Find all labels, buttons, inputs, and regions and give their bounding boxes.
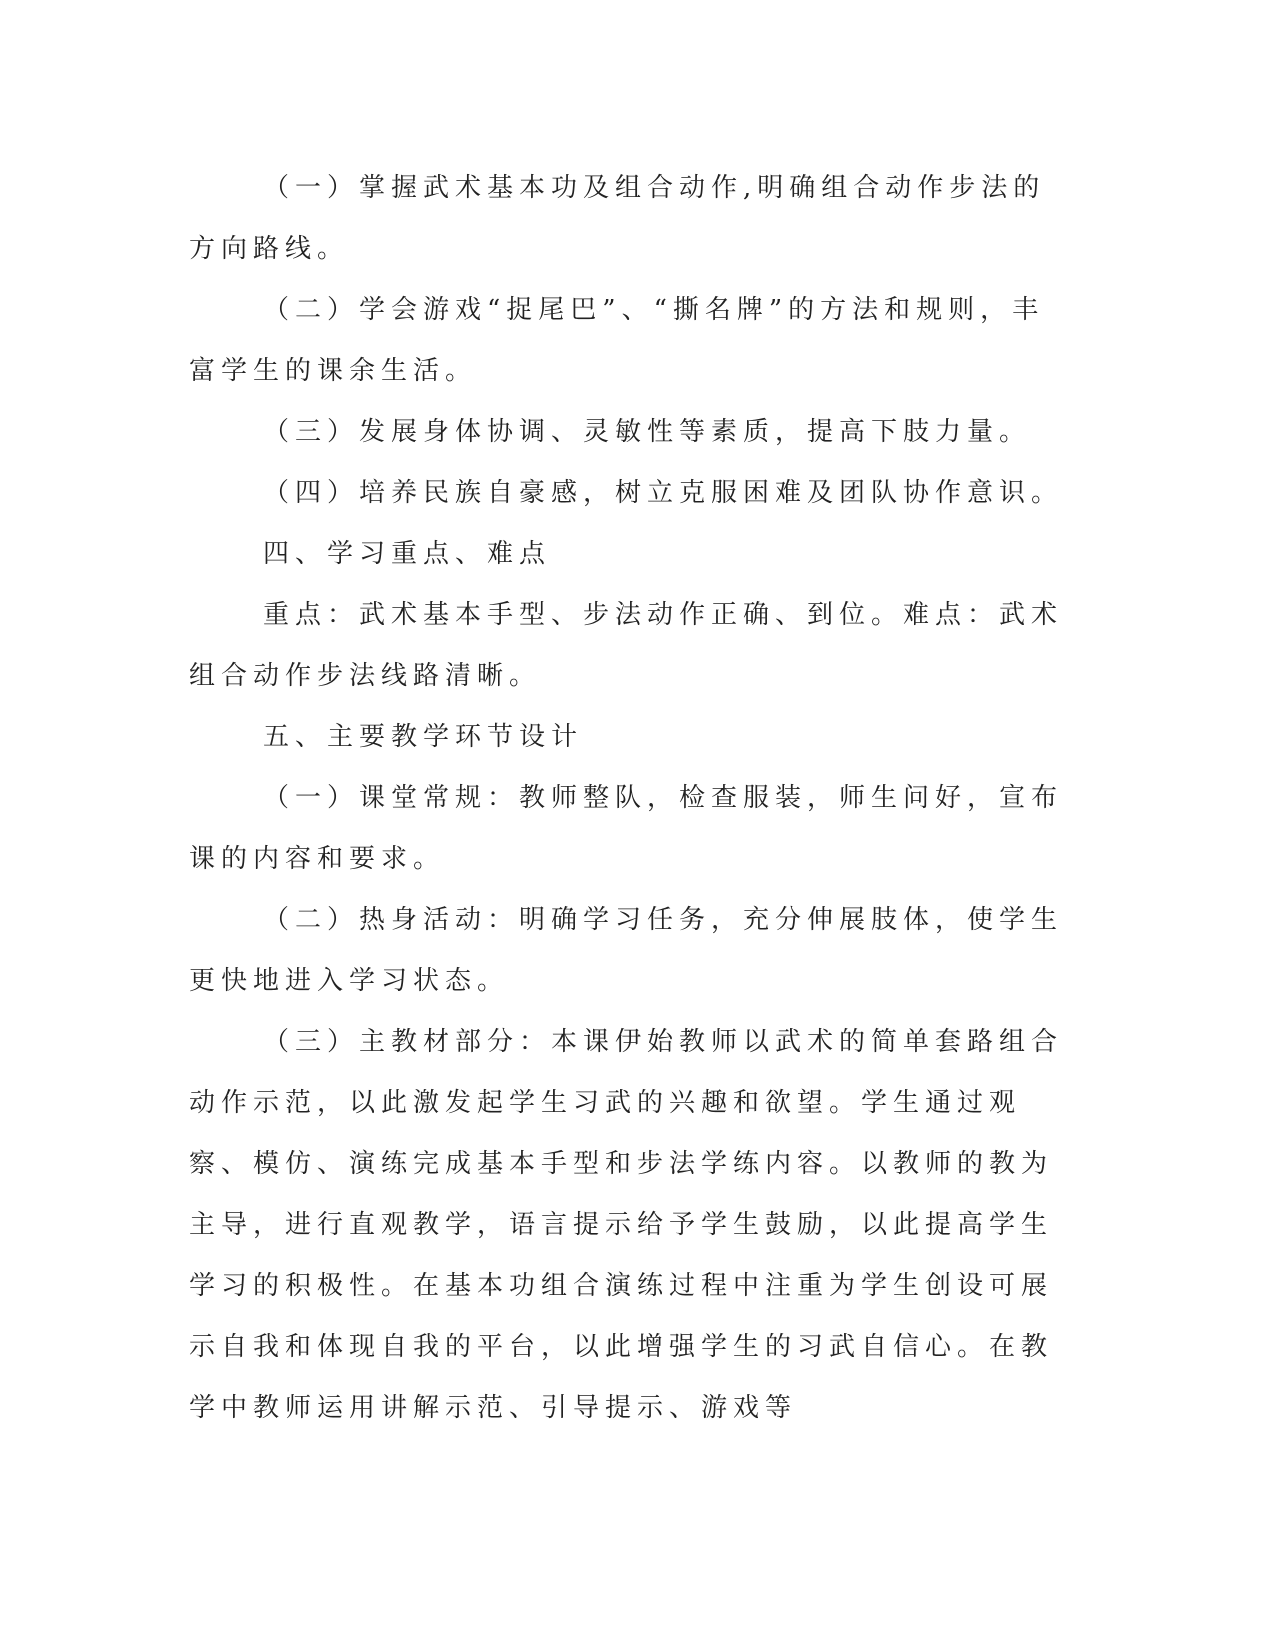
section-heading-teaching-design: 五、主要教学环节设计 (263, 722, 584, 752)
objective-paragraph-4: （四）培养民族自豪感，树立克服困难及团队协作意识。 (263, 478, 1064, 508)
key-points-paragraph: 重点：武术基本手型、步法动作正确、到位。难点：武术组合动作步法线路清晰。 (189, 600, 1064, 691)
teaching-step-paragraph-2: （二）热身活动：明确学习任务，充分伸展肢体，使学生更快地进入学习状态。 (189, 905, 1064, 996)
section-heading-key-points: 四、学习重点、难点 (263, 539, 552, 569)
objective-paragraph-2: （二）学会游戏“捉尾巴”、“撕名牌”的方法和规则，丰富学生的课余生活。 (189, 295, 1045, 386)
objective-paragraph-3: （三）发展身体协调、灵敏性等素质，提高下肢力量。 (263, 417, 1032, 447)
teaching-step-paragraph-3: （三）主教材部分：本课伊始教师以武术的简单套路组合动作示范，以此激发起学生习武的兴趣和欲望。学生通过观察、模仿、演练完成基本手型和步法学练内容。以教师的教为主导，进行直观教学，语言提示给予学生鼓励，以此提高学生学习的积极性。在基本功组合演练过程中注重为学生创设可展示自我和体现自我的平台，以此增强学生的习武自信心。在教学中教师运用讲解示范、引导提示、游戏等 (189, 1027, 1064, 1423)
document-body (189, 158, 1069, 1439)
teaching-step-paragraph-1: （一）课堂常规：教师整队，检查服装，师生问好，宣布课的内容和要求。 (189, 783, 1064, 874)
objective-paragraph-1: （一）掌握武术基本功及组合动作,明确组合动作步法的方向路线。 (189, 173, 1046, 264)
